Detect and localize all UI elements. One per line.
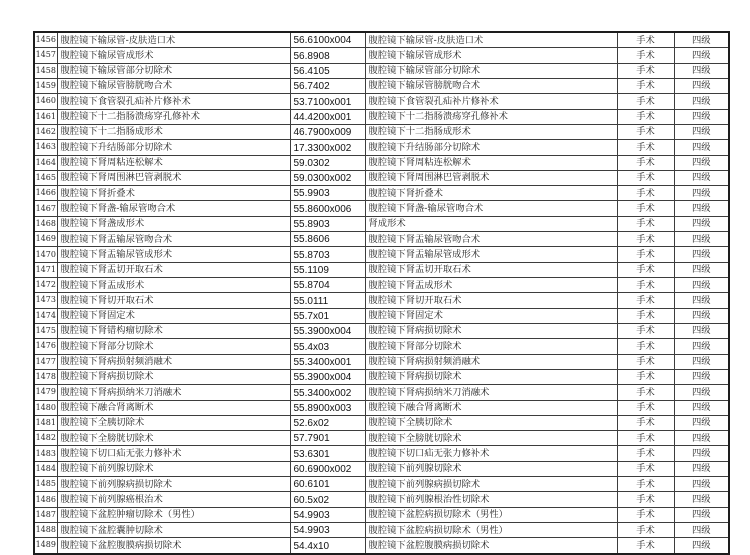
category-cell: 手术 bbox=[617, 308, 674, 323]
table-row bbox=[34, 155, 729, 170]
procedure-code-cell: 55.7x01 bbox=[290, 308, 365, 323]
category-cell: 手术 bbox=[617, 461, 674, 476]
row-number-cell: 1474 bbox=[34, 308, 57, 323]
level-cell: 四级 bbox=[674, 262, 729, 277]
row-number-cell: 1460 bbox=[34, 94, 57, 109]
category-cell: 手术 bbox=[617, 247, 674, 262]
row-number-cell: 1483 bbox=[34, 446, 57, 461]
procedure-name-cell: 腹腔镜下融合肾离断术 bbox=[57, 400, 290, 415]
category-cell: 手术 bbox=[617, 32, 674, 48]
table-row bbox=[34, 415, 729, 430]
table-row bbox=[34, 523, 729, 538]
category-cell: 手术 bbox=[617, 232, 674, 247]
category-cell: 手术 bbox=[617, 323, 674, 338]
level-cell: 四级 bbox=[674, 48, 729, 63]
category-cell: 手术 bbox=[617, 201, 674, 216]
procedure-name-cell: 腹腔镜下肾盂切开取石术 bbox=[57, 262, 290, 277]
level-cell: 四级 bbox=[674, 538, 729, 554]
procedure-code-cell: 55.8900x003 bbox=[290, 400, 365, 415]
row-number-cell: 1487 bbox=[34, 507, 57, 522]
standard-name-cell: 腹腔镜下十二指肠成形术 bbox=[365, 124, 617, 139]
procedure-code-cell: 55.1109 bbox=[290, 262, 365, 277]
standard-name-cell: 腹腔镜下肾盂输尿管成形术 bbox=[365, 247, 617, 262]
procedure-code-cell: 55.3900x004 bbox=[290, 323, 365, 338]
procedure-name-cell: 腹腔镜下肾周围淋巴管剥脱术 bbox=[57, 170, 290, 185]
procedure-name-cell: 腹腔镜下肾病损纳米刀消融术 bbox=[57, 385, 290, 400]
procedure-code-cell: 55.8704 bbox=[290, 278, 365, 293]
standard-name-cell: 腹腔镜下融合肾离断术 bbox=[365, 400, 617, 415]
procedure-name-cell: 腹腔镜下盆腔腹膜病损切除术 bbox=[57, 538, 290, 554]
category-cell: 手术 bbox=[617, 262, 674, 277]
procedure-code-cell: 55.8600x006 bbox=[290, 201, 365, 216]
category-cell: 手术 bbox=[617, 293, 674, 308]
category-cell: 手术 bbox=[617, 278, 674, 293]
procedure-code-cell: 53.6301 bbox=[290, 446, 365, 461]
row-number-cell: 1467 bbox=[34, 201, 57, 216]
category-cell: 手术 bbox=[617, 415, 674, 430]
standard-name-cell: 腹腔镜下肾切开取石术 bbox=[365, 293, 617, 308]
category-cell: 手术 bbox=[617, 431, 674, 446]
procedure-name-cell: 腹腔镜下肾盂输尿管成形术 bbox=[57, 247, 290, 262]
procedure-code-cell: 55.8606 bbox=[290, 232, 365, 247]
procedure-name-cell: 腹腔镜下前列腺切除术 bbox=[57, 461, 290, 476]
procedure-name-cell: 腹腔镜下肾固定术 bbox=[57, 308, 290, 323]
procedure-name-cell: 腹腔镜下全胰切除术 bbox=[57, 415, 290, 430]
standard-name-cell: 腹腔镜下前列腺根治性切除术 bbox=[365, 492, 617, 507]
row-number-cell: 1472 bbox=[34, 278, 57, 293]
row-number-cell: 1482 bbox=[34, 431, 57, 446]
row-number-cell: 1458 bbox=[34, 63, 57, 78]
row-number-cell: 1464 bbox=[34, 155, 57, 170]
table-row bbox=[34, 48, 729, 63]
standard-name-cell: 腹腔镜下肾折叠术 bbox=[365, 186, 617, 201]
procedure-name-cell: 腹腔镜下肾错构瘤切除术 bbox=[57, 323, 290, 338]
level-cell: 四级 bbox=[674, 109, 729, 124]
row-number-cell: 1488 bbox=[34, 523, 57, 538]
row-number-cell: 1462 bbox=[34, 124, 57, 139]
procedure-code-cell: 56.6100x004 bbox=[290, 32, 365, 48]
level-cell: 四级 bbox=[674, 415, 729, 430]
table-row bbox=[34, 369, 729, 384]
table-row bbox=[34, 385, 729, 400]
table-row bbox=[34, 538, 729, 554]
table-row bbox=[34, 63, 729, 78]
table-row bbox=[34, 323, 729, 338]
level-cell: 四级 bbox=[674, 431, 729, 446]
table-row bbox=[34, 446, 729, 461]
category-cell: 手术 bbox=[617, 446, 674, 461]
level-cell: 四级 bbox=[674, 354, 729, 369]
row-number-cell: 1457 bbox=[34, 48, 57, 63]
procedure-code-cell: 55.3900x004 bbox=[290, 369, 365, 384]
table-row bbox=[34, 78, 729, 93]
level-cell: 四级 bbox=[674, 400, 729, 415]
standard-name-cell: 腹腔镜下肾部分切除术 bbox=[365, 339, 617, 354]
procedure-name-cell: 腹腔镜下肾切开取石术 bbox=[57, 293, 290, 308]
level-cell: 四级 bbox=[674, 507, 729, 522]
table-row bbox=[34, 507, 729, 522]
standard-name-cell: 腹腔镜下肾周粘连松解术 bbox=[365, 155, 617, 170]
level-cell: 四级 bbox=[674, 63, 729, 78]
level-cell: 四级 bbox=[674, 94, 729, 109]
procedure-code-cell: 55.0111 bbox=[290, 293, 365, 308]
level-cell: 四级 bbox=[674, 461, 729, 476]
procedure-code-cell: 17.3300x002 bbox=[290, 140, 365, 155]
standard-name-cell: 腹腔镜下肾病损切除术 bbox=[365, 323, 617, 338]
category-cell: 手术 bbox=[617, 109, 674, 124]
category-cell: 手术 bbox=[617, 492, 674, 507]
row-number-cell: 1470 bbox=[34, 247, 57, 262]
procedure-code-cell: 56.7402 bbox=[290, 78, 365, 93]
category-cell: 手术 bbox=[617, 507, 674, 522]
table-row bbox=[34, 124, 729, 139]
table-row bbox=[34, 293, 729, 308]
standard-name-cell: 腹腔镜下肾盂输尿管吻合术 bbox=[365, 232, 617, 247]
procedure-code-cell: 55.3400x001 bbox=[290, 354, 365, 369]
row-number-cell: 1466 bbox=[34, 186, 57, 201]
procedure-name-cell: 腹腔镜下升结肠部分切除术 bbox=[57, 140, 290, 155]
table-row bbox=[34, 170, 729, 185]
procedure-table bbox=[33, 31, 730, 555]
procedure-name-cell: 腹腔镜下十二指肠成形术 bbox=[57, 124, 290, 139]
standard-name-cell: 腹腔镜下输尿管膀胱吻合术 bbox=[365, 78, 617, 93]
standard-name-cell: 腹腔镜下升结肠部分切除术 bbox=[365, 140, 617, 155]
level-cell: 四级 bbox=[674, 216, 729, 231]
row-number-cell: 1480 bbox=[34, 400, 57, 415]
row-number-cell: 1481 bbox=[34, 415, 57, 430]
procedure-code-cell: 56.8908 bbox=[290, 48, 365, 63]
level-cell: 四级 bbox=[674, 477, 729, 492]
procedure-code-cell: 59.0302 bbox=[290, 155, 365, 170]
procedure-code-cell: 57.7901 bbox=[290, 431, 365, 446]
procedure-name-cell: 腹腔镜下肾周粘连松解术 bbox=[57, 155, 290, 170]
level-cell: 四级 bbox=[674, 492, 729, 507]
standard-name-cell: 腹腔镜下全膀胱切除术 bbox=[365, 431, 617, 446]
standard-name-cell: 腹腔镜下肾病损射频消融术 bbox=[365, 354, 617, 369]
table-row bbox=[34, 201, 729, 216]
standard-name-cell: 腹腔镜下肾周围淋巴管剥脱术 bbox=[365, 170, 617, 185]
procedure-code-cell: 55.8703 bbox=[290, 247, 365, 262]
level-cell: 四级 bbox=[674, 124, 729, 139]
table-row bbox=[34, 140, 729, 155]
table-row bbox=[34, 461, 729, 476]
category-cell: 手术 bbox=[617, 354, 674, 369]
row-number-cell: 1471 bbox=[34, 262, 57, 277]
procedure-name-cell: 腹腔镜下肾病损射频消融术 bbox=[57, 354, 290, 369]
level-cell: 四级 bbox=[674, 32, 729, 48]
level-cell: 四级 bbox=[674, 170, 729, 185]
standard-name-cell: 腹腔镜下盆腔病损切除术（男性） bbox=[365, 507, 617, 522]
level-cell: 四级 bbox=[674, 385, 729, 400]
procedure-name-cell: 腹腔镜下切口疝无张力修补术 bbox=[57, 446, 290, 461]
procedure-table-body bbox=[34, 32, 729, 554]
category-cell: 手术 bbox=[617, 385, 674, 400]
procedure-code-cell: 56.4105 bbox=[290, 63, 365, 78]
category-cell: 手术 bbox=[617, 63, 674, 78]
procedure-code-cell: 44.4200x001 bbox=[290, 109, 365, 124]
standard-name-cell: 腹腔镜下切口疝无张力修补术 bbox=[365, 446, 617, 461]
category-cell: 手术 bbox=[617, 155, 674, 170]
procedure-code-cell: 54.4x10 bbox=[290, 538, 365, 554]
row-number-cell: 1456 bbox=[34, 32, 57, 48]
procedure-name-cell: 腹腔镜下肾盂输尿管吻合术 bbox=[57, 232, 290, 247]
category-cell: 手术 bbox=[617, 48, 674, 63]
standard-name-cell: 腹腔镜下十二指肠溃疡穿孔修补术 bbox=[365, 109, 617, 124]
level-cell: 四级 bbox=[674, 446, 729, 461]
category-cell: 手术 bbox=[617, 216, 674, 231]
procedure-name-cell: 腹腔镜下盆腔囊肿切除术 bbox=[57, 523, 290, 538]
procedure-code-cell: 60.6101 bbox=[290, 477, 365, 492]
table-row bbox=[34, 308, 729, 323]
row-number-cell: 1461 bbox=[34, 109, 57, 124]
level-cell: 四级 bbox=[674, 186, 729, 201]
procedure-name-cell: 腹腔镜下肾盂成形术 bbox=[57, 278, 290, 293]
procedure-name-cell: 腹腔镜下盆腔肿瘤切除术（男性） bbox=[57, 507, 290, 522]
procedure-code-cell: 46.7900x009 bbox=[290, 124, 365, 139]
category-cell: 手术 bbox=[617, 124, 674, 139]
procedure-name-cell: 腹腔镜下全膀胱切除术 bbox=[57, 431, 290, 446]
level-cell: 四级 bbox=[674, 155, 729, 170]
procedure-name-cell: 腹腔镜下输尿管膀胱吻合术 bbox=[57, 78, 290, 93]
standard-name-cell: 肾成形术 bbox=[365, 216, 617, 231]
table-row bbox=[34, 216, 729, 231]
standard-name-cell: 腹腔镜下输尿管成形术 bbox=[365, 48, 617, 63]
table-row bbox=[34, 32, 729, 48]
procedure-name-cell: 腹腔镜下前列腺癌根治术 bbox=[57, 492, 290, 507]
standard-name-cell: 腹腔镜下肾盏-输尿管吻合术 bbox=[365, 201, 617, 216]
procedure-code-cell: 60.5x02 bbox=[290, 492, 365, 507]
category-cell: 手术 bbox=[617, 78, 674, 93]
row-number-cell: 1465 bbox=[34, 170, 57, 185]
level-cell: 四级 bbox=[674, 140, 729, 155]
level-cell: 四级 bbox=[674, 323, 729, 338]
table-row bbox=[34, 354, 729, 369]
table-row bbox=[34, 339, 729, 354]
level-cell: 四级 bbox=[674, 78, 729, 93]
procedure-code-cell: 53.7100x001 bbox=[290, 94, 365, 109]
row-number-cell: 1459 bbox=[34, 78, 57, 93]
category-cell: 手术 bbox=[617, 400, 674, 415]
table-row bbox=[34, 400, 729, 415]
level-cell: 四级 bbox=[674, 247, 729, 262]
standard-name-cell: 腹腔镜下输尿管部分切除术 bbox=[365, 63, 617, 78]
row-number-cell: 1489 bbox=[34, 538, 57, 554]
standard-name-cell: 腹腔镜下肾盂成形术 bbox=[365, 278, 617, 293]
standard-name-cell: 腹腔镜下前列腺切除术 bbox=[365, 461, 617, 476]
category-cell: 手术 bbox=[617, 538, 674, 554]
table-row bbox=[34, 431, 729, 446]
standard-name-cell: 腹腔镜下全胰切除术 bbox=[365, 415, 617, 430]
procedure-name-cell: 腹腔镜下肾盏成形术 bbox=[57, 216, 290, 231]
row-number-cell: 1473 bbox=[34, 293, 57, 308]
category-cell: 手术 bbox=[617, 523, 674, 538]
standard-name-cell: 腹腔镜下盆腔病损切除术（男性） bbox=[365, 523, 617, 538]
table-row bbox=[34, 232, 729, 247]
category-cell: 手术 bbox=[617, 140, 674, 155]
standard-name-cell: 腹腔镜下肾病损纳米刀消融术 bbox=[365, 385, 617, 400]
procedure-name-cell: 腹腔镜下十二指肠溃疡穿孔修补术 bbox=[57, 109, 290, 124]
row-number-cell: 1479 bbox=[34, 385, 57, 400]
row-number-cell: 1478 bbox=[34, 369, 57, 384]
table-row bbox=[34, 262, 729, 277]
table-row bbox=[34, 247, 729, 262]
row-number-cell: 1476 bbox=[34, 339, 57, 354]
procedure-code-cell: 55.3400x002 bbox=[290, 385, 365, 400]
standard-name-cell: 腹腔镜下盆腔腹膜病损切除术 bbox=[365, 538, 617, 554]
level-cell: 四级 bbox=[674, 339, 729, 354]
procedure-name-cell: 腹腔镜下前列腺病损切除术 bbox=[57, 477, 290, 492]
row-number-cell: 1469 bbox=[34, 232, 57, 247]
procedure-code-cell: 59.0300x002 bbox=[290, 170, 365, 185]
category-cell: 手术 bbox=[617, 477, 674, 492]
category-cell: 手术 bbox=[617, 186, 674, 201]
table-row bbox=[34, 477, 729, 492]
row-number-cell: 1484 bbox=[34, 461, 57, 476]
procedure-code-cell: 60.6900x002 bbox=[290, 461, 365, 476]
procedure-name-cell: 腹腔镜下肾病损切除术 bbox=[57, 369, 290, 384]
table-row bbox=[34, 492, 729, 507]
standard-name-cell: 腹腔镜下肾固定术 bbox=[365, 308, 617, 323]
procedure-name-cell: 腹腔镜下输尿管成形术 bbox=[57, 48, 290, 63]
row-number-cell: 1485 bbox=[34, 477, 57, 492]
procedure-code-cell: 55.8903 bbox=[290, 216, 365, 231]
procedure-name-cell: 腹腔镜下食管裂孔疝补片修补术 bbox=[57, 94, 290, 109]
level-cell: 四级 bbox=[674, 278, 729, 293]
procedure-name-cell: 腹腔镜下肾盏-输尿管吻合术 bbox=[57, 201, 290, 216]
procedure-name-cell: 腹腔镜下肾部分切除术 bbox=[57, 339, 290, 354]
row-number-cell: 1468 bbox=[34, 216, 57, 231]
table-row bbox=[34, 278, 729, 293]
level-cell: 四级 bbox=[674, 293, 729, 308]
standard-name-cell: 腹腔镜下前列腺病损切除术 bbox=[365, 477, 617, 492]
category-cell: 手术 bbox=[617, 339, 674, 354]
row-number-cell: 1463 bbox=[34, 140, 57, 155]
procedure-name-cell: 腹腔镜下肾折叠术 bbox=[57, 186, 290, 201]
level-cell: 四级 bbox=[674, 201, 729, 216]
standard-name-cell: 腹腔镜下输尿管-皮肤造口术 bbox=[365, 32, 617, 48]
level-cell: 四级 bbox=[674, 369, 729, 384]
category-cell: 手术 bbox=[617, 94, 674, 109]
procedure-code-cell: 52.6x02 bbox=[290, 415, 365, 430]
procedure-code-cell: 55.9903 bbox=[290, 186, 365, 201]
category-cell: 手术 bbox=[617, 369, 674, 384]
table-row bbox=[34, 94, 729, 109]
table-row bbox=[34, 109, 729, 124]
procedure-code-cell: 54.9903 bbox=[290, 523, 365, 538]
level-cell: 四级 bbox=[674, 523, 729, 538]
standard-name-cell: 腹腔镜下肾盂切开取石术 bbox=[365, 262, 617, 277]
level-cell: 四级 bbox=[674, 232, 729, 247]
level-cell: 四级 bbox=[674, 308, 729, 323]
procedure-code-cell: 55.4x03 bbox=[290, 339, 365, 354]
row-number-cell: 1486 bbox=[34, 492, 57, 507]
procedure-name-cell: 腹腔镜下输尿管-皮肤造口术 bbox=[57, 32, 290, 48]
procedure-code-cell: 54.9903 bbox=[290, 507, 365, 522]
row-number-cell: 1477 bbox=[34, 354, 57, 369]
row-number-cell: 1475 bbox=[34, 323, 57, 338]
category-cell: 手术 bbox=[617, 170, 674, 185]
table-row bbox=[34, 186, 729, 201]
standard-name-cell: 腹腔镜下肾病损切除术 bbox=[365, 369, 617, 384]
procedure-name-cell: 腹腔镜下输尿管部分切除术 bbox=[57, 63, 290, 78]
standard-name-cell: 腹腔镜下食管裂孔疝补片修补术 bbox=[365, 94, 617, 109]
